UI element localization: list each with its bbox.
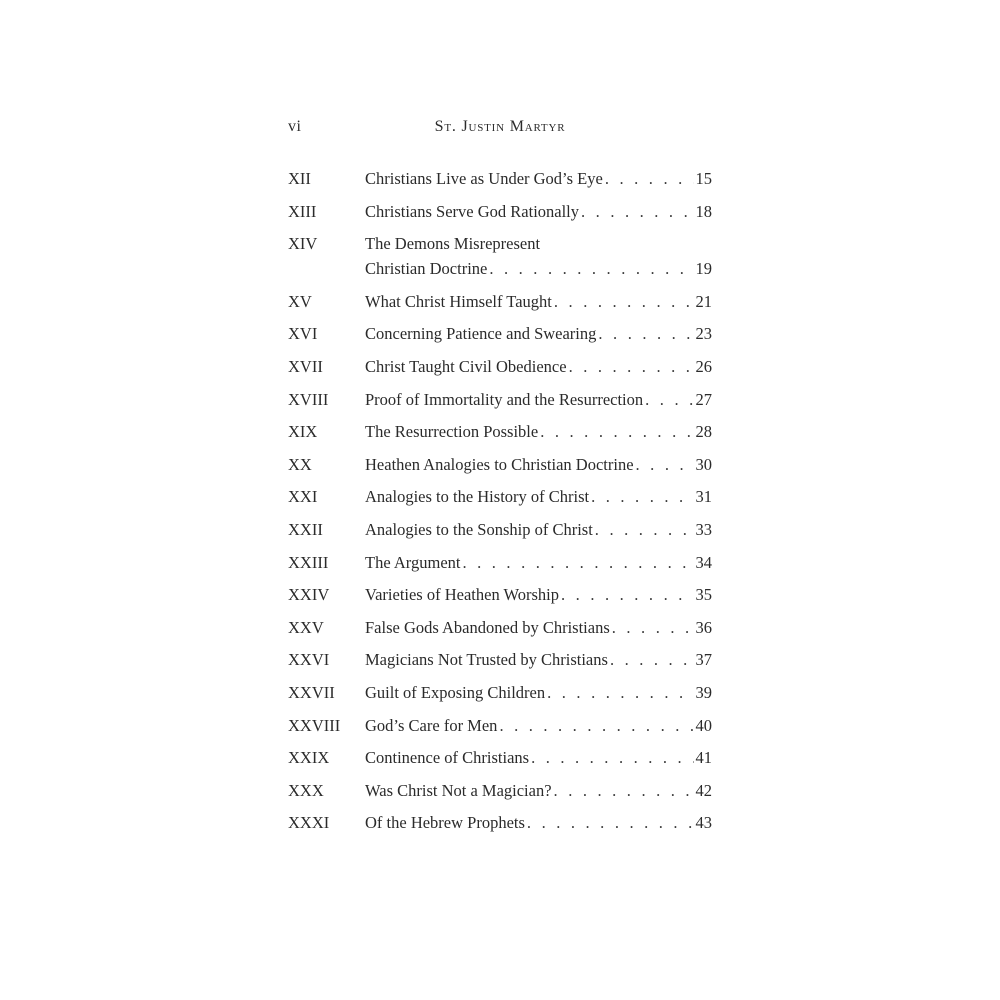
chapter-leader-line [365,452,712,477]
chapter-leader-line [365,778,712,803]
chapter-page-number: 33 [695,519,712,539]
chapter-leader-line [365,745,712,770]
chapter-title-column [365,231,712,281]
toc-entry [288,387,712,412]
chapter-page-number: 15 [695,169,712,188]
chapter-leader-line [365,321,712,346]
chapter-title: Analogies to the History of Christ [365,487,590,507]
chapter-title: Of the Hebrew Prophets [365,813,525,833]
chapter-numeral: XXVIII [288,715,341,735]
chapter-title-column [365,166,712,191]
chapter-title-column [365,810,712,835]
chapter-numeral: XVIII [288,389,329,409]
chapter-leader-line [365,680,712,705]
chapter-numeral: XV [288,291,312,311]
chapter-title-column [365,321,712,346]
dot-leader [561,582,693,607]
chapter-numeral: XXXI [288,813,330,833]
toc-entry [288,647,712,672]
chapter-page-number: 35 [695,585,712,605]
chapter-title-column [365,647,712,672]
chapter-page-number: 37 [695,650,712,670]
book-title: St. Justin Martyr [434,118,566,135]
dot-leader [595,517,694,542]
toc-entry [288,778,712,803]
chapter-numeral: XVII [288,356,323,376]
chapter-page-number: 42 [695,780,712,800]
toc-entry [288,166,712,191]
chapter-numeral: XXVII [288,682,335,702]
chapter-numeral: XXV [288,617,324,637]
chapter-numeral: XXIX [288,748,330,768]
dot-leader [527,810,694,835]
chapter-page-number: 28 [695,422,712,442]
dot-leader [605,166,694,191]
toc-entry [288,582,712,607]
chapter-title: Christian Doctrine [365,259,488,279]
chapter-title: The Resurrection Possible [365,422,539,442]
chapter-page-number: 43 [695,813,712,833]
chapter-title: Magicians Not Trusted by Christians [365,650,608,670]
chapter-numeral: XXIV [288,585,330,605]
chapter-title: False Gods Abandoned by Christians [365,617,610,637]
dot-leader [499,713,693,738]
chapter-leader-line [365,484,712,509]
chapter-title-column [365,452,712,477]
chapter-title-column [365,745,712,770]
chapter-title-column [365,778,712,803]
chapter-leader-line [365,550,712,575]
chapter-page-number: 41 [695,748,712,768]
chapter-numeral: XVI [288,324,318,344]
chapter-page-number: 36 [695,617,712,637]
toc-entry [288,680,712,705]
chapter-title: Guilt of Exposing Children [365,682,546,702]
chapter-title-column [365,550,712,575]
dot-leader [569,354,694,379]
chapter-title: Concerning Patience and Swearing [365,324,597,344]
dot-leader [591,484,693,509]
chapter-numeral: XXII [288,519,323,539]
dot-leader [610,647,694,672]
chapter-title-column [365,387,712,412]
toc-entry [288,231,712,281]
chapter-numeral: XXX [288,780,324,800]
chapter-leader-line [365,256,712,281]
chapter-title-column [365,484,712,509]
chapter-page-number: 39 [695,682,712,702]
dot-leader [554,778,694,803]
chapter-numeral: XXVI [288,650,330,670]
chapter-page-number: 30 [695,454,712,474]
chapter-title-column [365,615,712,640]
chapter-title: God’s Care for Men [365,715,498,735]
chapter-numeral: XIX [288,422,318,442]
chapter-numeral: XXI [288,487,318,507]
table-of-contents [288,166,712,843]
toc-entry [288,550,712,575]
chapter-leader-line [365,582,712,607]
folio-page-number: vi [288,118,302,135]
toc-entry [288,810,712,835]
chapter-page-number: 40 [695,715,712,735]
dot-leader [645,387,693,412]
chapter-title: Heathen Analogies to Christian Doctrine [365,454,634,474]
chapter-page-number: 18 [695,201,712,221]
chapter-title-column [365,419,712,444]
chapter-title: Continence of Christians [365,748,530,768]
chapter-title: Christ Taught Civil Obedience [365,356,567,376]
toc-entry [288,199,712,224]
chapter-leader-line [365,199,712,224]
chapter-leader-line [365,517,712,542]
dot-leader [540,419,693,444]
chapter-page-number: 23 [695,324,712,344]
chapter-page-number: 27 [695,389,712,409]
chapter-title-column [365,354,712,379]
chapter-leader-line [365,354,712,379]
chapter-title: Proof of Immortality and the Resurrection [365,389,644,409]
chapter-leader-line [365,810,712,835]
chapter-numeral: XII [288,169,311,188]
chapter-numeral: XIII [288,201,317,221]
chapter-leader-line [365,713,712,738]
chapter-page-number: 19 [695,259,712,279]
chapter-title: Analogies to the Sonship of Christ [365,519,593,539]
toc-entry [288,321,712,346]
chapter-leader-line [365,166,712,191]
chapter-numeral: XIV [288,234,318,254]
chapter-leader-line [365,387,712,412]
toc-entry [288,713,712,738]
toc-entry [288,517,712,542]
chapter-title-first-line: The Demons Misrepresent [365,234,541,254]
dot-leader [489,256,693,281]
chapter-title: Christians Live as Under God’s Eye [365,169,603,188]
chapter-page-number: 26 [695,356,712,376]
chapter-title: Varieties of Heathen Worship [365,585,560,605]
dot-leader [547,680,693,705]
chapter-title: What Christ Himself Taught [365,291,552,311]
chapter-title-column [365,289,712,314]
toc-entry [288,354,712,379]
chapter-title: The Argument [365,552,461,572]
toc-entry [288,484,712,509]
dot-leader [636,452,694,477]
chapter-title-column [365,713,712,738]
chapter-page-number: 21 [695,291,712,311]
dot-leader [598,321,693,346]
dot-leader [531,745,693,770]
chapter-leader-line [365,647,712,672]
chapter-title: Christians Serve God Rationally [365,201,580,221]
dot-leader [462,550,693,575]
chapter-numeral: XX [288,454,312,474]
toc-entry [288,745,712,770]
dot-leader [581,199,693,224]
toc-entry [288,615,712,640]
toc-entry [288,452,712,477]
chapter-page-number: 34 [695,552,712,572]
chapter-title-column [365,517,712,542]
chapter-title: Was Christ Not a Magician? [365,780,552,800]
chapter-leader-line [365,289,712,314]
dot-leader [554,289,694,314]
chapter-leader-line [365,615,712,640]
chapter-title-column [365,582,712,607]
chapter-title-column [365,680,712,705]
chapter-page-number: 31 [695,487,712,507]
chapter-numeral: XXIII [288,552,329,572]
running-head [288,118,712,142]
toc-entry [288,419,712,444]
toc-entry [288,289,712,314]
chapter-leader-line [365,419,712,444]
chapter-title-column [365,199,712,224]
dot-leader [612,615,694,640]
